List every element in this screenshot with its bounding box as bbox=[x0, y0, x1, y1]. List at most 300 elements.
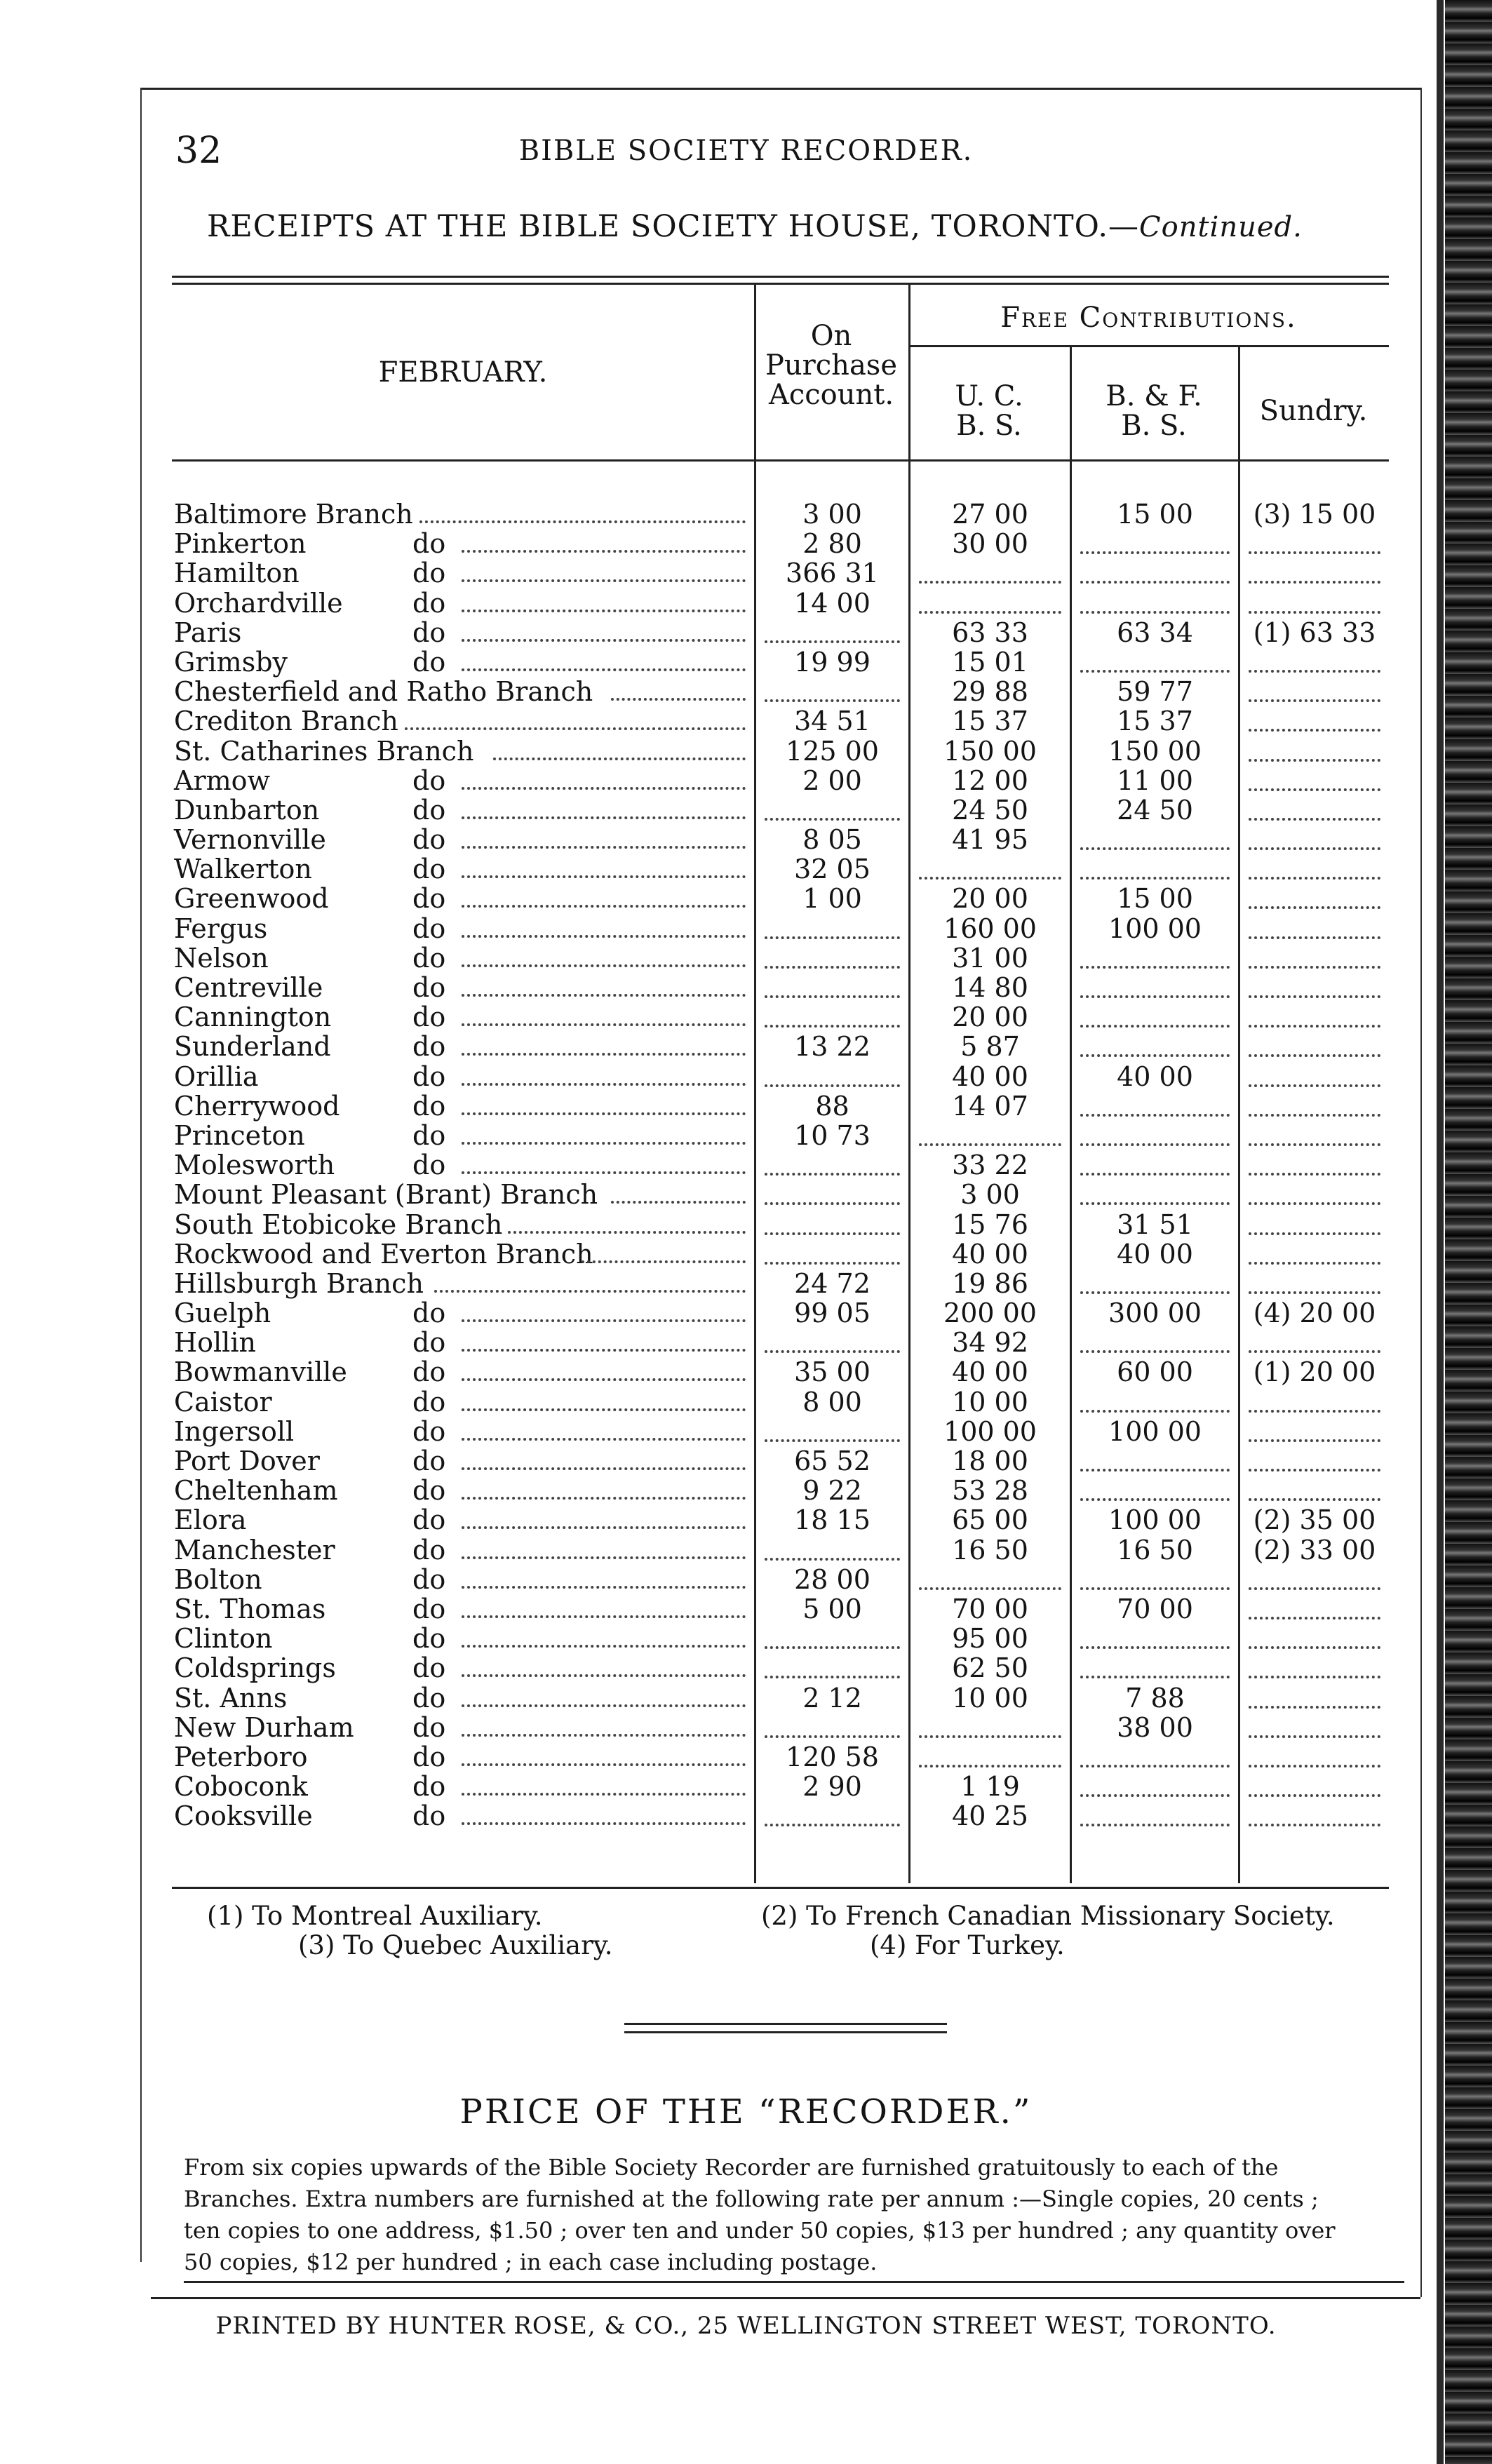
leader-dots bbox=[462, 816, 746, 822]
purchase-value: 32 05 bbox=[794, 854, 871, 885]
ditto-mark: do bbox=[412, 1150, 446, 1181]
ucbs-value: 33 22 bbox=[952, 1150, 1028, 1181]
ucbs-value: 34 92 bbox=[952, 1327, 1028, 1359]
leader-dots bbox=[462, 1526, 746, 1532]
leader-dots bbox=[462, 964, 746, 970]
table-row bbox=[174, 499, 1387, 529]
purchase-empty-leader bbox=[765, 1202, 900, 1207]
sundry-empty-leader bbox=[1249, 1232, 1380, 1237]
ucbs-value: 24 50 bbox=[952, 794, 1028, 826]
ucbs-value: 41 95 bbox=[952, 824, 1028, 856]
sundry-empty-leader bbox=[1249, 1794, 1380, 1799]
ditto-mark: do bbox=[412, 824, 446, 856]
purchase-empty-leader bbox=[765, 1646, 900, 1651]
branch-name: Elora bbox=[174, 1504, 247, 1536]
sundry-empty-leader bbox=[1249, 1765, 1380, 1770]
sundry-value: (1) 63 33 bbox=[1253, 617, 1376, 648]
ucbs-empty-leader bbox=[919, 1765, 1061, 1770]
sundry-empty-leader bbox=[1249, 1025, 1380, 1030]
bfbs-value: 40 00 bbox=[1117, 1238, 1193, 1270]
ditto-mark: do bbox=[412, 1534, 446, 1566]
leader-dots bbox=[462, 579, 746, 585]
purchase-value: 5 00 bbox=[802, 1593, 862, 1624]
ditto-mark: do bbox=[412, 1298, 446, 1329]
ucbs-value: 1 19 bbox=[960, 1771, 1020, 1803]
ucbs-value: 70 00 bbox=[952, 1593, 1028, 1624]
bfbs-header-line-1: B. & F. bbox=[1105, 380, 1202, 412]
table-row bbox=[174, 1683, 1387, 1713]
leader-dots bbox=[462, 1142, 746, 1147]
ditto-mark: do bbox=[412, 1061, 446, 1092]
ucbs-value: 14 07 bbox=[952, 1090, 1028, 1122]
ucbs-value: 3 00 bbox=[960, 1179, 1020, 1211]
footnote-3: (3) To Quebec Auxiliary. bbox=[298, 1930, 613, 1960]
imprint: PRINTED BY HUNTER ROSE, & CO., 25 WELLINGTON STREET WEST, TORONTO. bbox=[215, 2312, 1277, 2340]
bfbs-value: 15 00 bbox=[1117, 499, 1193, 530]
bfbs-empty-leader bbox=[1080, 670, 1230, 675]
purchase-value: 2 80 bbox=[802, 528, 862, 560]
bfbs-empty-leader bbox=[1080, 1143, 1230, 1148]
leader-dots bbox=[462, 550, 746, 556]
ditto-mark: do bbox=[412, 765, 446, 796]
table-bottom-rule bbox=[172, 1887, 1389, 1889]
ditto-mark: do bbox=[412, 913, 446, 944]
running-title: BIBLE SOCIETY RECORDER. bbox=[518, 135, 974, 167]
bfbs-empty-leader bbox=[1080, 1587, 1230, 1592]
leader-dots bbox=[462, 1349, 746, 1354]
branch-name: Hillsburgh Branch bbox=[174, 1267, 424, 1299]
table-row bbox=[174, 1446, 1387, 1476]
sundry-empty-leader bbox=[1249, 1054, 1380, 1059]
branch-name: Coboconk bbox=[174, 1771, 308, 1803]
sundry-header: Sundry. bbox=[1259, 395, 1368, 427]
table-row bbox=[174, 1742, 1387, 1772]
table-row bbox=[174, 973, 1387, 1002]
sundry-empty-leader bbox=[1249, 1350, 1380, 1355]
bfbs-value: 100 00 bbox=[1108, 1504, 1202, 1536]
bfbs-value: 24 50 bbox=[1117, 794, 1193, 826]
purchase-value: 34 51 bbox=[794, 706, 871, 737]
purchase-value: 120 58 bbox=[786, 1741, 879, 1772]
leader-dots bbox=[462, 610, 746, 615]
table-row bbox=[174, 1239, 1387, 1269]
price-line-3: ten copies to one address, $1.50 ; over ten and under 50 copies, $13 per hundred ; any quantity over bbox=[184, 2217, 1336, 2244]
purchase-value: 2 12 bbox=[802, 1682, 862, 1714]
sundry-empty-leader bbox=[1249, 759, 1380, 764]
ditto-mark: do bbox=[412, 1327, 446, 1359]
purchase-empty-leader bbox=[765, 1262, 900, 1267]
sundry-empty-leader bbox=[1249, 818, 1380, 823]
footnote-4: (4) For Turkey. bbox=[870, 1930, 1065, 1960]
ucbs-value: 18 00 bbox=[952, 1446, 1028, 1476]
bfbs-empty-leader bbox=[1080, 1054, 1230, 1059]
purchase-value: 14 00 bbox=[794, 587, 871, 619]
branch-name: Coldsprings bbox=[174, 1652, 336, 1684]
ditto-mark: do bbox=[412, 1800, 446, 1832]
purchase-value: 2 90 bbox=[802, 1771, 862, 1803]
leader-dots bbox=[462, 1023, 746, 1029]
bfbs-empty-leader bbox=[1080, 1646, 1230, 1651]
bfbs-empty-leader bbox=[1080, 1410, 1230, 1415]
footnote-1: (1) To Montreal Auxiliary. bbox=[207, 1901, 543, 1931]
branch-name: Paris bbox=[174, 617, 242, 648]
ditto-mark: do bbox=[412, 1771, 446, 1803]
bfbs-empty-leader bbox=[1080, 1291, 1230, 1296]
table-row bbox=[174, 943, 1387, 973]
sundry-empty-leader bbox=[1249, 966, 1380, 971]
table-row bbox=[174, 1535, 1387, 1565]
sundry-empty-leader bbox=[1249, 1735, 1380, 1740]
table-row bbox=[174, 588, 1387, 618]
bfbs-empty-leader bbox=[1080, 1469, 1230, 1474]
ditto-mark: do bbox=[412, 942, 446, 974]
table-row bbox=[174, 795, 1387, 825]
branch-name: Hollin bbox=[174, 1327, 256, 1359]
sundry-empty-leader bbox=[1249, 1469, 1380, 1474]
ucbs-header-line-1: U. C. bbox=[955, 380, 1023, 412]
purchase-value: 28 00 bbox=[794, 1563, 871, 1595]
purchase-empty-leader bbox=[765, 995, 900, 1000]
leader-dots bbox=[462, 1319, 746, 1325]
ditto-mark: do bbox=[412, 1475, 446, 1507]
sundry-empty-leader bbox=[1249, 1143, 1380, 1148]
branch-name: Hamilton bbox=[174, 558, 300, 589]
branch-name: Molesworth bbox=[174, 1150, 335, 1181]
bfbs-empty-leader bbox=[1080, 1114, 1230, 1119]
table-row bbox=[174, 1357, 1387, 1387]
branch-name: Princeton bbox=[174, 1119, 305, 1151]
sundry-empty-leader bbox=[1249, 906, 1380, 911]
table-row bbox=[174, 825, 1387, 854]
purchase-empty-leader bbox=[765, 966, 900, 971]
price-title: PRICE OF THE “RECORDER.” bbox=[459, 2092, 1033, 2132]
table-row bbox=[174, 1624, 1387, 1653]
imprint-rule bbox=[184, 2281, 1404, 2283]
sundry-empty-leader bbox=[1249, 1824, 1380, 1829]
ucbs-header-line-2: B. S. bbox=[956, 410, 1022, 442]
leader-dots bbox=[462, 1556, 746, 1562]
table-row bbox=[174, 1121, 1387, 1150]
bfbs-value: 70 00 bbox=[1117, 1593, 1193, 1624]
ditto-mark: do bbox=[412, 1652, 446, 1684]
purchase-value: 99 05 bbox=[794, 1298, 871, 1329]
branch-name: St. Thomas bbox=[174, 1593, 326, 1624]
sundry-empty-leader bbox=[1249, 1173, 1380, 1178]
table-row bbox=[174, 1801, 1387, 1831]
purchase-empty-leader bbox=[765, 1084, 900, 1089]
branch-name: Pinkerton bbox=[174, 528, 307, 560]
purchase-empty-leader bbox=[765, 1735, 900, 1740]
ucbs-header bbox=[908, 382, 1070, 440]
purchase-header bbox=[754, 321, 908, 410]
ditto-mark: do bbox=[412, 1504, 446, 1536]
sundry-empty-leader bbox=[1249, 1706, 1380, 1711]
ditto-mark: do bbox=[412, 1031, 446, 1063]
branch-name: Nelson bbox=[174, 942, 269, 974]
page-frame-left bbox=[140, 88, 142, 2262]
leader-dots bbox=[582, 1260, 746, 1266]
leader-dots bbox=[462, 1083, 746, 1089]
ditto-mark: do bbox=[412, 883, 446, 915]
ditto-mark: do bbox=[412, 1741, 446, 1772]
ucbs-value: 63 33 bbox=[952, 617, 1028, 648]
sundry-value: (2) 35 00 bbox=[1253, 1504, 1376, 1536]
bfbs-value: 150 00 bbox=[1108, 735, 1202, 767]
leader-dots bbox=[462, 1645, 746, 1650]
table-row bbox=[174, 884, 1387, 913]
purchase-value: 65 52 bbox=[794, 1446, 871, 1476]
table-row bbox=[174, 1653, 1387, 1683]
price-paragraph bbox=[184, 2152, 1404, 2278]
sundry-empty-leader bbox=[1249, 1262, 1380, 1267]
purchase-header-line-3: Account. bbox=[768, 379, 894, 411]
price-line-2: Branches. Extra numbers are furnished at the following rate per annum :—Single copies, 20 cents ; bbox=[184, 2186, 1319, 2212]
bfbs-value: 100 00 bbox=[1108, 913, 1202, 944]
sundry-value: (4) 20 00 bbox=[1253, 1298, 1376, 1329]
table-row bbox=[174, 1387, 1387, 1417]
free-contributions-header: Free Contributions. bbox=[1000, 302, 1297, 334]
sundry-empty-leader bbox=[1249, 1084, 1380, 1089]
ucbs-value: 40 00 bbox=[952, 1356, 1028, 1388]
ucbs-value: 20 00 bbox=[952, 1002, 1028, 1033]
ucbs-value: 95 00 bbox=[952, 1623, 1028, 1655]
ucbs-value: 160 00 bbox=[943, 913, 1037, 944]
purchase-empty-leader bbox=[765, 640, 900, 645]
branch-name: Chesterfield and Ratho Branch bbox=[174, 676, 593, 708]
branch-name: Bolton bbox=[174, 1563, 262, 1595]
bfbs-empty-leader bbox=[1080, 611, 1230, 616]
branch-name: St. Anns bbox=[174, 1682, 288, 1714]
purchase-value: 2 00 bbox=[802, 765, 862, 796]
sundry-empty-leader bbox=[1249, 1617, 1380, 1622]
bfbs-value: 15 37 bbox=[1117, 706, 1193, 737]
bfbs-empty-leader bbox=[1080, 1498, 1230, 1503]
leader-dots bbox=[462, 935, 746, 941]
ucbs-value: 200 00 bbox=[943, 1298, 1037, 1329]
table-row bbox=[174, 558, 1387, 588]
bfbs-value: 100 00 bbox=[1108, 1415, 1202, 1447]
bfbs-empty-leader bbox=[1080, 966, 1230, 971]
ditto-mark: do bbox=[412, 1415, 446, 1447]
leader-dots bbox=[462, 1467, 746, 1473]
leader-dots bbox=[462, 905, 746, 910]
ditto-mark: do bbox=[412, 1386, 446, 1418]
table-top-rule bbox=[172, 276, 1389, 278]
branch-name: Cooksville bbox=[174, 1800, 313, 1832]
price-line-1: From six copies upwards of the Bible Society Recorder are furnished gratuitously to each of the bbox=[184, 2154, 1279, 2181]
sundry-empty-leader bbox=[1249, 1202, 1380, 1207]
footnote-2: (2) To French Canadian Missionary Society. bbox=[761, 1901, 1335, 1931]
purchase-value: 9 22 bbox=[802, 1475, 862, 1507]
purchase-value: 8 00 bbox=[802, 1386, 862, 1418]
sundry-empty-leader bbox=[1249, 1439, 1380, 1444]
table-row bbox=[174, 1210, 1387, 1239]
bfbs-value: 38 00 bbox=[1117, 1711, 1193, 1743]
purchase-empty-leader bbox=[765, 1025, 900, 1030]
month-header: FEBRUARY. bbox=[378, 356, 548, 389]
bfbs-value: 300 00 bbox=[1108, 1298, 1202, 1329]
leader-dots bbox=[462, 994, 746, 999]
sundry-empty-leader bbox=[1249, 1498, 1380, 1503]
ditto-mark: do bbox=[412, 1563, 446, 1595]
sundry-empty-leader bbox=[1249, 670, 1380, 675]
ditto-mark: do bbox=[412, 1593, 446, 1624]
table-title-main: RECEIPTS AT THE BIBLE SOCIETY HOUSE, TORONTO.— bbox=[207, 209, 1140, 244]
sundry-empty-leader bbox=[1249, 611, 1380, 616]
leader-dots bbox=[419, 520, 746, 526]
bfbs-empty-leader bbox=[1080, 551, 1230, 556]
branch-name: Cannington bbox=[174, 1002, 332, 1033]
bfbs-value: 15 00 bbox=[1117, 883, 1193, 915]
ucbs-empty-leader bbox=[919, 581, 1061, 586]
ucbs-value: 15 37 bbox=[952, 706, 1028, 737]
ucbs-value: 14 80 bbox=[952, 972, 1028, 1003]
purchase-value: 19 99 bbox=[794, 646, 871, 678]
sundry-empty-leader bbox=[1249, 699, 1380, 704]
branch-name: Sunderland bbox=[174, 1031, 331, 1063]
purchase-empty-leader bbox=[765, 1350, 900, 1355]
leader-dots bbox=[462, 1793, 746, 1798]
table-row bbox=[174, 647, 1387, 677]
branch-name: Cheltenham bbox=[174, 1475, 338, 1507]
bfbs-empty-leader bbox=[1080, 1173, 1230, 1178]
page-frame-top bbox=[140, 88, 1420, 90]
bfbs-empty-leader bbox=[1080, 1350, 1230, 1355]
branch-name: Port Dover bbox=[174, 1446, 320, 1476]
branch-name: Manchester bbox=[174, 1534, 335, 1566]
sundry-empty-leader bbox=[1249, 847, 1380, 852]
sundry-empty-leader bbox=[1249, 1676, 1380, 1681]
sundry-empty-leader bbox=[1249, 995, 1380, 1000]
purchase-value: 35 00 bbox=[794, 1356, 871, 1388]
ucbs-value: 100 00 bbox=[943, 1415, 1037, 1447]
ucbs-empty-leader bbox=[919, 1587, 1061, 1592]
section-rule-1 bbox=[624, 2023, 947, 2025]
leader-dots bbox=[462, 639, 746, 645]
leader-dots bbox=[462, 875, 746, 881]
bfbs-value: 11 00 bbox=[1117, 765, 1193, 796]
branch-name: Dunbarton bbox=[174, 794, 320, 826]
purchase-value: 8 05 bbox=[802, 824, 862, 856]
ucbs-empty-leader bbox=[919, 1143, 1061, 1148]
table-row bbox=[174, 1328, 1387, 1357]
leader-dots bbox=[462, 668, 746, 674]
table-row bbox=[174, 677, 1387, 706]
leader-dots bbox=[462, 1378, 746, 1384]
table-row bbox=[174, 1150, 1387, 1180]
table-title bbox=[207, 209, 1303, 244]
sundry-empty-leader bbox=[1249, 551, 1380, 556]
table-row bbox=[174, 914, 1387, 943]
bfbs-empty-leader bbox=[1080, 1025, 1230, 1030]
header-bottom-rule bbox=[172, 459, 1389, 462]
ucbs-value: 19 86 bbox=[952, 1267, 1028, 1299]
purchase-empty-leader bbox=[765, 699, 900, 704]
table-row bbox=[174, 1476, 1387, 1505]
table-row bbox=[174, 1269, 1387, 1298]
branch-name: South Etobicoke Branch bbox=[174, 1209, 503, 1240]
bfbs-value: 60 00 bbox=[1117, 1356, 1193, 1388]
ucbs-empty-leader bbox=[919, 1735, 1061, 1740]
leader-dots bbox=[462, 1112, 746, 1118]
branch-name: Orchardville bbox=[174, 587, 343, 619]
table-row bbox=[174, 766, 1387, 795]
branch-name: Armow bbox=[174, 765, 271, 796]
table-row bbox=[174, 1002, 1387, 1032]
table-row bbox=[174, 1062, 1387, 1091]
branch-name: Greenwood bbox=[174, 883, 329, 915]
leader-dots bbox=[462, 1586, 746, 1591]
bfbs-empty-leader bbox=[1080, 877, 1230, 882]
ditto-mark: do bbox=[412, 558, 446, 589]
ucbs-value: 40 25 bbox=[952, 1800, 1028, 1832]
purchase-empty-leader bbox=[765, 1558, 900, 1563]
sundry-empty-leader bbox=[1249, 1646, 1380, 1651]
table-row bbox=[174, 1565, 1387, 1594]
leader-dots bbox=[462, 1497, 746, 1502]
ucbs-empty-leader bbox=[919, 611, 1061, 616]
branch-name: Cherrywood bbox=[174, 1090, 340, 1122]
table-row bbox=[174, 706, 1387, 736]
ucbs-value: 65 00 bbox=[952, 1504, 1028, 1536]
leader-dots bbox=[611, 1201, 746, 1206]
branch-name: Orillia bbox=[174, 1061, 259, 1092]
branch-name: Mount Pleasant (Brant) Branch bbox=[174, 1179, 598, 1211]
ucbs-value: 30 00 bbox=[952, 528, 1028, 560]
ucbs-value: 10 00 bbox=[952, 1386, 1028, 1418]
purchase-header-line-2: Purchase bbox=[765, 349, 897, 382]
purchase-empty-leader bbox=[765, 936, 900, 941]
ucbs-value: 15 01 bbox=[952, 646, 1028, 678]
ucbs-value: 20 00 bbox=[952, 883, 1028, 915]
branch-name: Ingersoll bbox=[174, 1415, 295, 1447]
ditto-mark: do bbox=[412, 854, 446, 885]
page-frame-right bbox=[1420, 88, 1422, 2297]
ditto-mark: do bbox=[412, 1711, 446, 1743]
sundry-empty-leader bbox=[1249, 729, 1380, 734]
leader-dots bbox=[462, 1171, 746, 1177]
table-row bbox=[174, 1032, 1387, 1061]
ucbs-value: 31 00 bbox=[952, 942, 1028, 974]
ditto-mark: do bbox=[412, 587, 446, 619]
ucbs-value: 12 00 bbox=[952, 765, 1028, 796]
leader-dots bbox=[462, 1704, 746, 1710]
ditto-mark: do bbox=[412, 1119, 446, 1151]
sundry-empty-leader bbox=[1249, 936, 1380, 941]
sundry-empty-leader bbox=[1249, 788, 1380, 793]
leader-dots bbox=[462, 1615, 746, 1621]
branch-name: Clinton bbox=[174, 1623, 273, 1655]
branch-name: Rockwood and Everton Branch bbox=[174, 1238, 593, 1270]
sundry-empty-leader bbox=[1249, 1587, 1380, 1592]
table-row bbox=[174, 1594, 1387, 1624]
ditto-mark: do bbox=[412, 794, 446, 826]
bfbs-empty-leader bbox=[1080, 995, 1230, 1000]
ditto-mark: do bbox=[412, 1090, 446, 1122]
leader-dots bbox=[434, 1290, 746, 1295]
sundry-empty-leader bbox=[1249, 1410, 1380, 1415]
page-frame-bottom bbox=[151, 2297, 1420, 2299]
branch-name: Bowmanville bbox=[174, 1356, 347, 1388]
purchase-empty-leader bbox=[765, 1232, 900, 1237]
ucbs-empty-leader bbox=[919, 877, 1061, 882]
purchase-value: 125 00 bbox=[786, 735, 879, 767]
branch-name: Crediton Branch bbox=[174, 706, 398, 737]
purchase-value: 10 73 bbox=[794, 1119, 871, 1151]
table-title-continued: Continued. bbox=[1139, 211, 1303, 243]
sundry-empty-leader bbox=[1249, 1114, 1380, 1119]
leader-dots bbox=[493, 758, 746, 763]
